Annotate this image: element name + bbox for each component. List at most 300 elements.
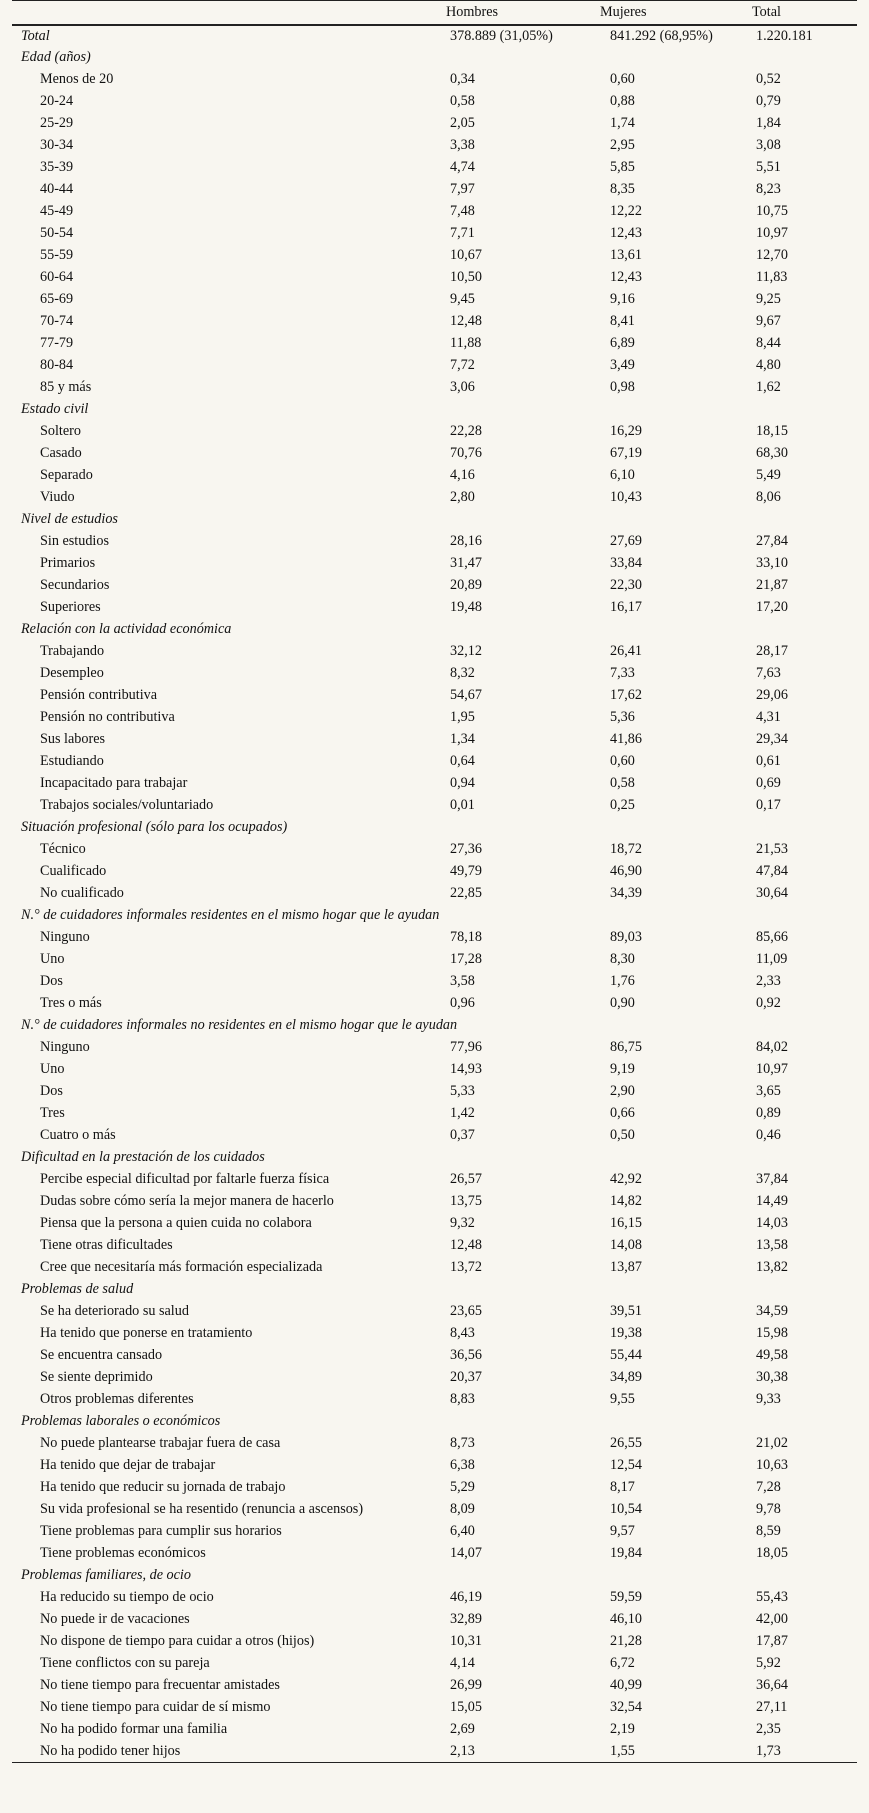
row-label: Soltero [40,423,81,439]
hombres-value: 0,37 [450,1127,475,1143]
hombres-value: 23,65 [450,1303,482,1319]
table-row [12,311,857,333]
total-value: 1,62 [756,379,781,395]
hombres-value: 28,16 [450,533,482,549]
total-value: 33,10 [756,555,788,571]
mujeres-value: 2,19 [610,1721,635,1737]
total-value: 8,06 [756,489,781,505]
hombres-value: 12,48 [450,313,482,329]
section-label: Relación con la actividad económica [21,621,232,637]
mujeres-value: 14,08 [610,1237,642,1253]
table-row [12,465,857,487]
row-label: Uno [40,951,65,967]
total-value: 9,25 [756,291,781,307]
total-value: 11,09 [756,951,788,967]
total-value: 36,64 [756,1677,788,1693]
mujeres-value: 89,03 [610,929,642,945]
total-value: 55,43 [756,1589,788,1605]
hombres-value [438,509,598,531]
row-label: Total [21,27,50,44]
section-label: Situación profesional (sólo para los ocupados) [21,819,288,835]
hombres-value: 4,14 [450,1655,475,1671]
mujeres-value: 41,86 [610,731,642,747]
hombres-value [438,1565,598,1587]
table-row [12,993,857,1015]
hombres-value [438,817,598,839]
mujeres-value: 18,72 [610,841,642,857]
total-value: 28,17 [756,643,788,659]
total-value: 9,78 [756,1501,781,1517]
mujeres-value: 8,30 [610,951,635,967]
table-row [12,1037,857,1059]
row-label: Se siente deprimido [40,1369,153,1385]
hombres-value: 77,96 [450,1039,482,1055]
hombres-value: 1,95 [450,709,475,725]
total-value: 68,30 [756,445,788,461]
total-value [752,1015,857,1037]
total-value: 10,63 [756,1457,788,1473]
total-value: 2,35 [756,1721,781,1737]
hombres-value: 8,32 [450,665,475,681]
mujeres-value: 6,89 [610,335,635,351]
mujeres-value: 9,57 [610,1523,635,1539]
table-row [12,421,857,443]
hombres-value: 2,69 [450,1721,475,1737]
mujeres-value: 16,29 [610,423,642,439]
total-value: 5,92 [756,1655,781,1671]
section-label: Nivel de estudios [21,511,118,527]
mujeres-value: 0,98 [610,379,635,395]
total-value: 30,64 [756,885,788,901]
mujeres-value: 0,60 [610,753,635,769]
hombres-value: 7,97 [450,181,475,197]
table-row [12,685,857,707]
row-label: Tiene problemas económicos [40,1545,206,1561]
hombres-value: 0,96 [450,995,475,1011]
table-row [12,597,857,619]
mujeres-value: 8,17 [610,1479,635,1495]
mujeres-value: 1,74 [610,115,635,131]
table-row [12,1675,857,1697]
table-row [12,729,857,751]
row-label: Ha reducido su tiempo de ocio [40,1589,214,1605]
table-row [12,1257,857,1279]
section-header-row [12,1411,857,1433]
mujeres-value: 26,55 [610,1435,642,1451]
row-label: No puede ir de vacaciones [40,1611,190,1627]
mujeres-value: 8,35 [610,181,635,197]
hombres-value [438,1279,598,1301]
table-row [12,355,857,377]
hombres-value: 0,01 [450,797,475,813]
table-row [12,927,857,949]
table-row [12,971,857,993]
row-label: Sin estudios [40,533,109,549]
mujeres-value: 12,43 [610,269,642,285]
total-value [752,47,857,69]
total-value [752,509,857,531]
hombres-value: 3,38 [450,137,475,153]
row-label: Dudas sobre cómo sería la mejor manera de hacerlo [40,1193,334,1209]
total-value: 7,63 [756,665,781,681]
total-value: 14,49 [756,1193,788,1209]
total-value: 34,59 [756,1303,788,1319]
mujeres-value: 46,10 [610,1611,642,1627]
mujeres-value: 27,69 [610,533,642,549]
total-value: 29,34 [756,731,788,747]
row-label: 30-34 [40,137,74,153]
table-row [12,1191,857,1213]
total-value [752,619,857,641]
hombres-value: 5,29 [450,1479,475,1495]
mujeres-value: 0,60 [610,71,635,87]
total-value: 7,28 [756,1479,781,1495]
section-label: Edad (años) [21,49,91,65]
mujeres-value: 1,76 [610,973,635,989]
mujeres-value: 10,54 [610,1501,642,1517]
table-row [12,1455,857,1477]
row-label: Ninguno [40,929,90,945]
mujeres-value: 841.292 (68,95%) [610,27,713,44]
total-value: 3,65 [756,1083,781,1099]
mujeres-value [598,1015,752,1037]
row-label: Trabajos sociales/voluntariado [40,797,214,813]
table-row [12,553,857,575]
row-label: 85 y más [40,379,92,395]
hombres-value: 26,57 [450,1171,482,1187]
hombres-value: 378.889 (31,05%) [450,27,553,44]
hombres-value: 15,05 [450,1699,482,1715]
section-header-row [12,399,857,421]
hombres-value: 8,83 [450,1391,475,1407]
hombres-value: 19,48 [450,599,482,615]
hombres-value: 2,13 [438,1741,598,1763]
row-label: Superiores [40,599,101,615]
table-row [12,179,857,201]
hombres-value: 2,05 [450,115,475,131]
section-header-row [12,47,857,69]
table-row [12,707,857,729]
mujeres-value [598,619,752,641]
mujeres-value: 26,41 [610,643,642,659]
hombres-value: 8,43 [450,1325,475,1341]
row-label: Estudiando [40,753,104,769]
total-value: 1,73 [752,1741,857,1763]
row-label: 25-29 [40,115,74,131]
mujeres-value: 6,10 [610,467,635,483]
total-value: 27,11 [756,1699,788,1715]
table-row [12,1433,857,1455]
section-header-row [12,1015,857,1037]
mujeres-value [598,509,752,531]
mujeres-value: 14,82 [610,1193,642,1209]
mujeres-value: 42,92 [610,1171,642,1187]
total-value [752,399,857,421]
section-label: N.° de cuidadores informales residentes en el mismo hogar que le ayudan [21,907,440,923]
mujeres-value: 16,15 [610,1215,642,1231]
mujeres-value: 9,55 [610,1391,635,1407]
mujeres-value: 9,16 [610,291,635,307]
mujeres-value: 34,89 [610,1369,642,1385]
hombres-value: 10,31 [450,1633,482,1649]
total-value: 13,82 [756,1259,788,1275]
row-label: Ha tenido que reducir su jornada de trabajo [40,1479,286,1495]
table-row [12,861,857,883]
total-value: 10,97 [756,1061,788,1077]
total-value: 0,46 [756,1127,781,1143]
row-label: Incapacitado para trabajar [40,775,188,791]
hombres-value: 10,67 [450,247,482,263]
mujeres-value: 17,62 [610,687,642,703]
hombres-value: 2,80 [450,489,475,505]
total-value: 1.220.181 [756,27,813,44]
table-row [12,135,857,157]
section-label: N.° de cuidadores informales no residentes en el mismo hogar que le ayudan [21,1017,458,1033]
hombres-value: 6,40 [450,1523,475,1539]
total-value: 10,97 [756,225,788,241]
table-row [12,1059,857,1081]
row-label: Percibe especial dificultad por faltarle fuerza física [40,1171,330,1187]
total-value: 12,70 [756,247,788,263]
total-value: 17,20 [756,599,788,615]
table-row [12,773,857,795]
total-value: 21,87 [756,577,788,593]
row-label: Separado [40,467,93,483]
total-value: 1,84 [756,115,781,131]
total-value: 8,59 [756,1523,781,1539]
row-label: Se encuentra cansado [40,1347,163,1363]
table-row [12,223,857,245]
hombres-value: 12,48 [450,1237,482,1253]
hombres-value: 7,71 [450,225,475,241]
hombres-value: 1,34 [450,731,475,747]
row-label: Menos de 20 [40,71,114,87]
mujeres-value: 12,43 [610,225,642,241]
row-label: Tiene conflictos con su pareja [40,1655,210,1671]
row-label: Tres [40,1105,65,1121]
hombres-value: 36,56 [450,1347,482,1363]
total-value: 0,17 [756,797,781,813]
table-row [12,201,857,223]
section-label: Dificultad en la prestación de los cuidados [21,1149,265,1165]
hombres-value: 54,67 [450,687,482,703]
row-label: Otros problemas diferentes [40,1391,194,1407]
row-label: Uno [40,1061,65,1077]
total-value: 8,44 [756,335,781,351]
section-label: Problemas de salud [21,1281,134,1297]
table-row [12,1631,857,1653]
table-row [12,751,857,773]
hombres-value: 49,79 [450,863,482,879]
table-row [12,333,857,355]
table-row [12,1235,857,1257]
mujeres-value: 7,33 [610,665,635,681]
mujeres-value: 6,72 [610,1655,635,1671]
mujeres-value: 13,61 [610,247,642,263]
table-row [12,531,857,553]
total-value [752,817,857,839]
total-value: 85,66 [756,929,788,945]
row-label: 45-49 [40,203,74,219]
table-row [12,839,857,861]
table-row [12,1389,857,1411]
mujeres-value: 32,54 [610,1699,642,1715]
row-label: No cualificado [40,885,124,901]
hombres-value [438,1015,598,1037]
header-hombres: Hombres [438,1,598,25]
table-row [12,663,857,685]
mujeres-value: 59,59 [610,1589,642,1605]
table-row [12,1103,857,1125]
total-value: 0,69 [756,775,781,791]
mujeres-value: 55,44 [610,1347,642,1363]
hombres-value: 17,28 [450,951,482,967]
row-label: Se ha deteriorado su salud [40,1303,189,1319]
total-value: 37,84 [756,1171,788,1187]
mujeres-value: 5,36 [610,709,635,725]
table-row [12,1213,857,1235]
table-row [12,1609,857,1631]
total-value: 5,49 [756,467,781,483]
row-label: 20-24 [40,93,74,109]
mujeres-value [598,1411,752,1433]
row-label: Ha tenido que ponerse en tratamiento [40,1325,253,1341]
total-value: 18,15 [756,423,788,439]
mujeres-value: 46,90 [610,863,642,879]
row-label: Técnico [40,841,86,857]
total-value: 4,80 [756,357,781,373]
table-row [12,267,857,289]
hombres-value: 22,28 [450,423,482,439]
total-value: 13,58 [756,1237,788,1253]
mujeres-value: 9,19 [610,1061,635,1077]
row-label: No tiene tiempo para cuidar de sí mismo [40,1699,271,1715]
mujeres-value [598,905,752,927]
hombres-value: 3,06 [450,379,475,395]
total-value: 0,79 [756,93,781,109]
table-row [12,1169,857,1191]
header-row [12,1,857,25]
hombres-value: 32,12 [450,643,482,659]
row-label: Pensión no contributiva [40,709,175,725]
table-row [12,1653,857,1675]
table-row [12,1323,857,1345]
hombres-value [438,905,598,927]
mujeres-value: 2,95 [610,137,635,153]
mujeres-value: 8,41 [610,313,635,329]
hombres-value: 20,37 [450,1369,482,1385]
mujeres-value: 12,22 [610,203,642,219]
section-header-row [12,905,857,927]
hombres-value: 27,36 [450,841,482,857]
table-row [12,1697,857,1719]
table-row [12,1499,857,1521]
mujeres-value [598,47,752,69]
table-body [12,25,857,1763]
table-row [12,1301,857,1323]
hombres-value: 0,94 [450,775,475,791]
row-label: No puede plantearse trabajar fuera de casa [40,1435,281,1451]
table-row [12,1741,857,1763]
hombres-value: 0,58 [450,93,475,109]
table-row [12,883,857,905]
total-value: 29,06 [756,687,788,703]
table-row [12,1367,857,1389]
section-header-row [12,1147,857,1169]
total-row [12,25,857,47]
total-value: 30,38 [756,1369,788,1385]
row-label: 55-59 [40,247,74,263]
row-label: Dos [40,1083,63,1099]
total-value: 0,52 [756,71,781,87]
total-value: 8,23 [756,181,781,197]
hombres-value: 5,33 [450,1083,475,1099]
mujeres-value: 22,30 [610,577,642,593]
hombres-value: 22,85 [450,885,482,901]
total-value [752,1411,857,1433]
hombres-value: 70,76 [450,445,482,461]
section-header-row [12,817,857,839]
total-value: 21,02 [756,1435,788,1451]
total-value: 15,98 [756,1325,788,1341]
total-value: 9,67 [756,313,781,329]
hombres-value: 26,99 [450,1677,482,1693]
hombres-value: 7,72 [450,357,475,373]
table-row [12,443,857,465]
hombres-value: 4,16 [450,467,475,483]
table-row [12,245,857,267]
row-label: Cuatro o más [40,1127,116,1143]
section-label: Estado civil [21,401,89,417]
mujeres-value: 0,66 [610,1105,635,1121]
hombres-value: 0,34 [450,71,475,87]
mujeres-value [598,1565,752,1587]
row-label: Pensión contributiva [40,687,158,703]
table-row [12,795,857,817]
row-label: 65-69 [40,291,74,307]
hombres-value: 46,19 [450,1589,482,1605]
mujeres-value: 0,88 [610,93,635,109]
section-label: Problemas laborales o económicos [21,1413,221,1429]
row-label: No ha podido tener hijos [12,1741,438,1763]
total-value: 0,89 [756,1105,781,1121]
row-label: No tiene tiempo para frecuentar amistades [40,1677,280,1693]
table-row [12,949,857,971]
hombres-value: 3,58 [450,973,475,989]
row-label: Viudo [40,489,75,505]
section-header-row [12,619,857,641]
hombres-value: 9,45 [450,291,475,307]
mujeres-value [598,1279,752,1301]
mujeres-value: 10,43 [610,489,642,505]
caregiver-statistics-table [12,0,857,1763]
table-row [12,69,857,91]
mujeres-value: 0,25 [610,797,635,813]
table-row [12,157,857,179]
table-row [12,641,857,663]
hombres-value: 0,64 [450,753,475,769]
row-label: Cualificado [40,863,107,879]
hombres-value: 13,72 [450,1259,482,1275]
mujeres-value: 12,54 [610,1457,642,1473]
header-total: Total [752,1,857,25]
mujeres-value: 67,19 [610,445,642,461]
row-label: 77-79 [40,335,74,351]
row-label: Secundarios [40,577,110,593]
hombres-value: 78,18 [450,929,482,945]
table-row [12,1543,857,1565]
mujeres-value: 13,87 [610,1259,642,1275]
